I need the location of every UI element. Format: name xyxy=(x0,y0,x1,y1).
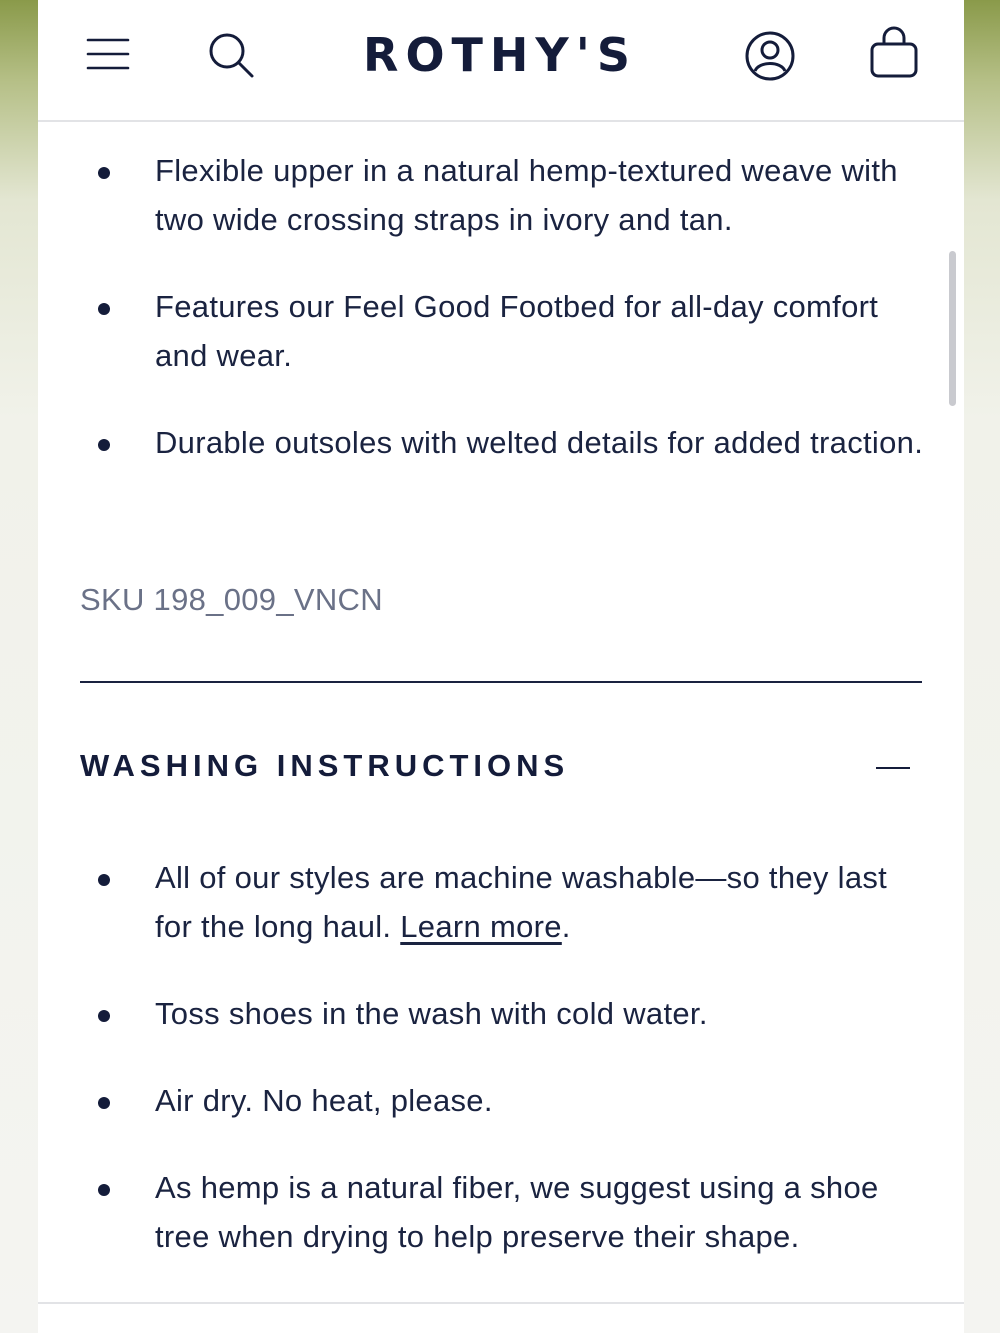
rothys-logo[interactable]: ROTHY'S xyxy=(363,28,637,82)
learn-more-link[interactable]: Learn more xyxy=(400,909,562,944)
list-item-text: Features our Feel Good Footbed for all-day comfort and wear. xyxy=(155,289,879,373)
menu-icon[interactable] xyxy=(86,34,130,74)
minus-icon xyxy=(876,767,910,769)
product-details xyxy=(38,122,964,1302)
section-divider xyxy=(80,681,922,683)
list-item xyxy=(38,418,964,467)
bullet-dot xyxy=(98,303,110,315)
list-item xyxy=(38,282,964,380)
list-item-text: Flexible upper in a natural hemp-textured weave with two wide crossing straps in ivory and tan. xyxy=(155,153,898,237)
list-item xyxy=(38,1163,964,1261)
search-icon[interactable] xyxy=(206,30,256,80)
list-item-text: Air dry. No heat, please. xyxy=(155,1083,493,1118)
list-item-text: All of our styles are machine washable—so they last for the long haul. xyxy=(155,860,888,944)
list-item-text: Toss shoes in the wash with cold water. xyxy=(155,996,708,1031)
bullet-dot xyxy=(98,439,110,451)
bottom-border xyxy=(38,1302,964,1304)
list-item-text: As hemp is a natural fiber, we suggest using a shoe tree when drying to help preserve their shape. xyxy=(155,1170,879,1254)
list-item-text-end: . xyxy=(561,909,571,944)
list-item-text: Durable outsoles with welted details for added traction. xyxy=(155,425,924,460)
account-icon[interactable] xyxy=(744,30,796,82)
bullet-dot xyxy=(98,874,110,886)
list-item xyxy=(38,146,964,244)
sku-label: SKU 198_009_VNCN xyxy=(80,582,383,617)
washing-list xyxy=(38,853,964,1299)
product-page xyxy=(38,0,964,1333)
list-item xyxy=(38,989,964,1038)
list-item xyxy=(38,1076,964,1125)
bag-icon[interactable] xyxy=(868,26,920,80)
list-item xyxy=(38,853,964,951)
bullet-dot xyxy=(98,167,110,179)
collapse-toggle-button[interactable] xyxy=(874,750,914,784)
washing-instructions-heading[interactable]: WASHING INSTRUCTIONS xyxy=(80,748,570,783)
bullet-dot xyxy=(98,1010,110,1022)
bullet-dot xyxy=(98,1097,110,1109)
scrollbar-thumb[interactable] xyxy=(949,251,956,406)
bullet-dot xyxy=(98,1184,110,1196)
details-list xyxy=(38,146,964,505)
site-header xyxy=(38,0,964,122)
